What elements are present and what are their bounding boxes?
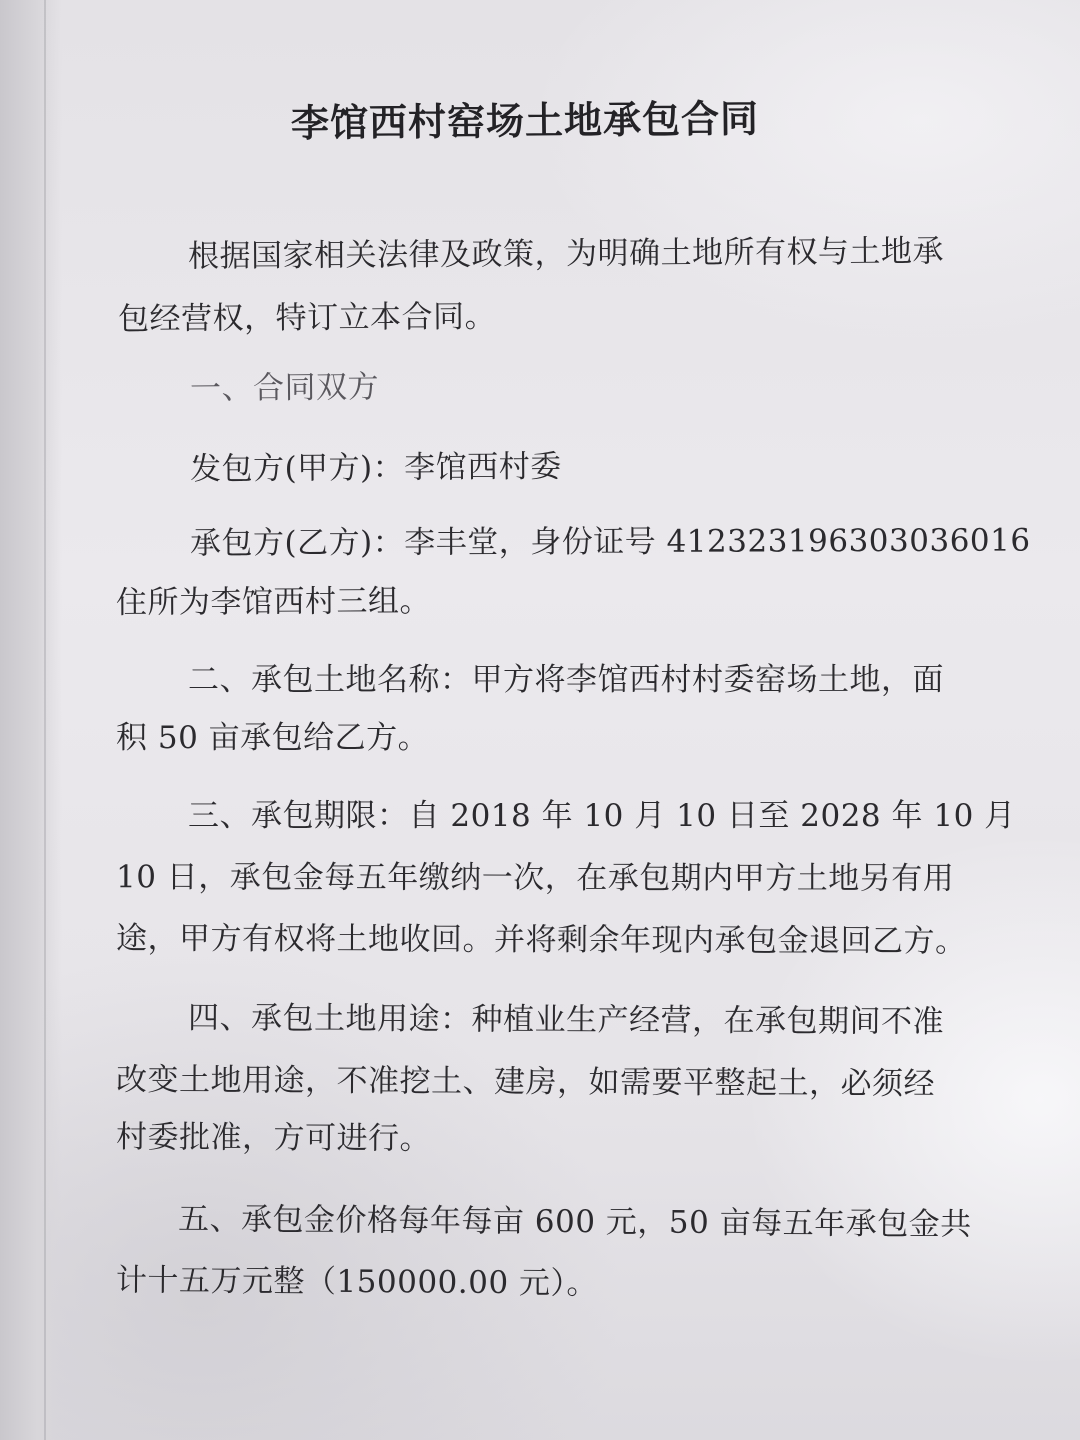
section-land-use-line: 改变土地用途，不准挖土、建房，如需要平整起土，必须经 <box>115 1061 936 1103</box>
section-land-use-line: 村委批准，方可进行。 <box>115 1119 432 1157</box>
document-title: 李馆西村窑场土地承包合同 <box>290 96 760 146</box>
party-b-address-line: 住所为李馆西村三组。 <box>115 583 432 621</box>
section-land-name-line: 积 50 亩承包给乙方。 <box>116 720 430 756</box>
section-term-line: 10 日，承包金每五年缴纳一次，在承包期内甲方土地另有用 <box>115 859 955 897</box>
paragraph-line: 包经营权，特订立本合同。 <box>117 298 497 338</box>
section-heading-parties: 一、合同双方 <box>189 369 380 407</box>
section-price-line: 五、承包金价格每年每亩 600 元，50 亩每五年承包金共 <box>177 1201 972 1243</box>
section-price-line: 计十五万元整（150000.00 元）。 <box>115 1262 599 1302</box>
section-land-use-line: 四、承包土地用途：种植业生产经营，在承包期间不准 <box>187 1000 945 1040</box>
paragraph-line: 根据国家相关法律及政策，为明确土地所有权与土地承 <box>187 233 945 275</box>
party-a-line: 发包方(甲方)：李馆西村委 <box>189 448 562 488</box>
party-b-line: 承包方(乙方)：李丰堂，身份证号 412323196303036016 <box>189 522 1031 562</box>
section-land-name-line: 二、承包土地名称：甲方将李馆西村村委窑场土地，面 <box>188 662 944 698</box>
section-term-line: 途，甲方有权将土地收回。并将剩余年现内承包金退回乙方。 <box>115 920 967 960</box>
section-term-line: 三、承包期限：自 2018 年 10 月 10 日至 2028 年 10 月 <box>188 798 1016 834</box>
